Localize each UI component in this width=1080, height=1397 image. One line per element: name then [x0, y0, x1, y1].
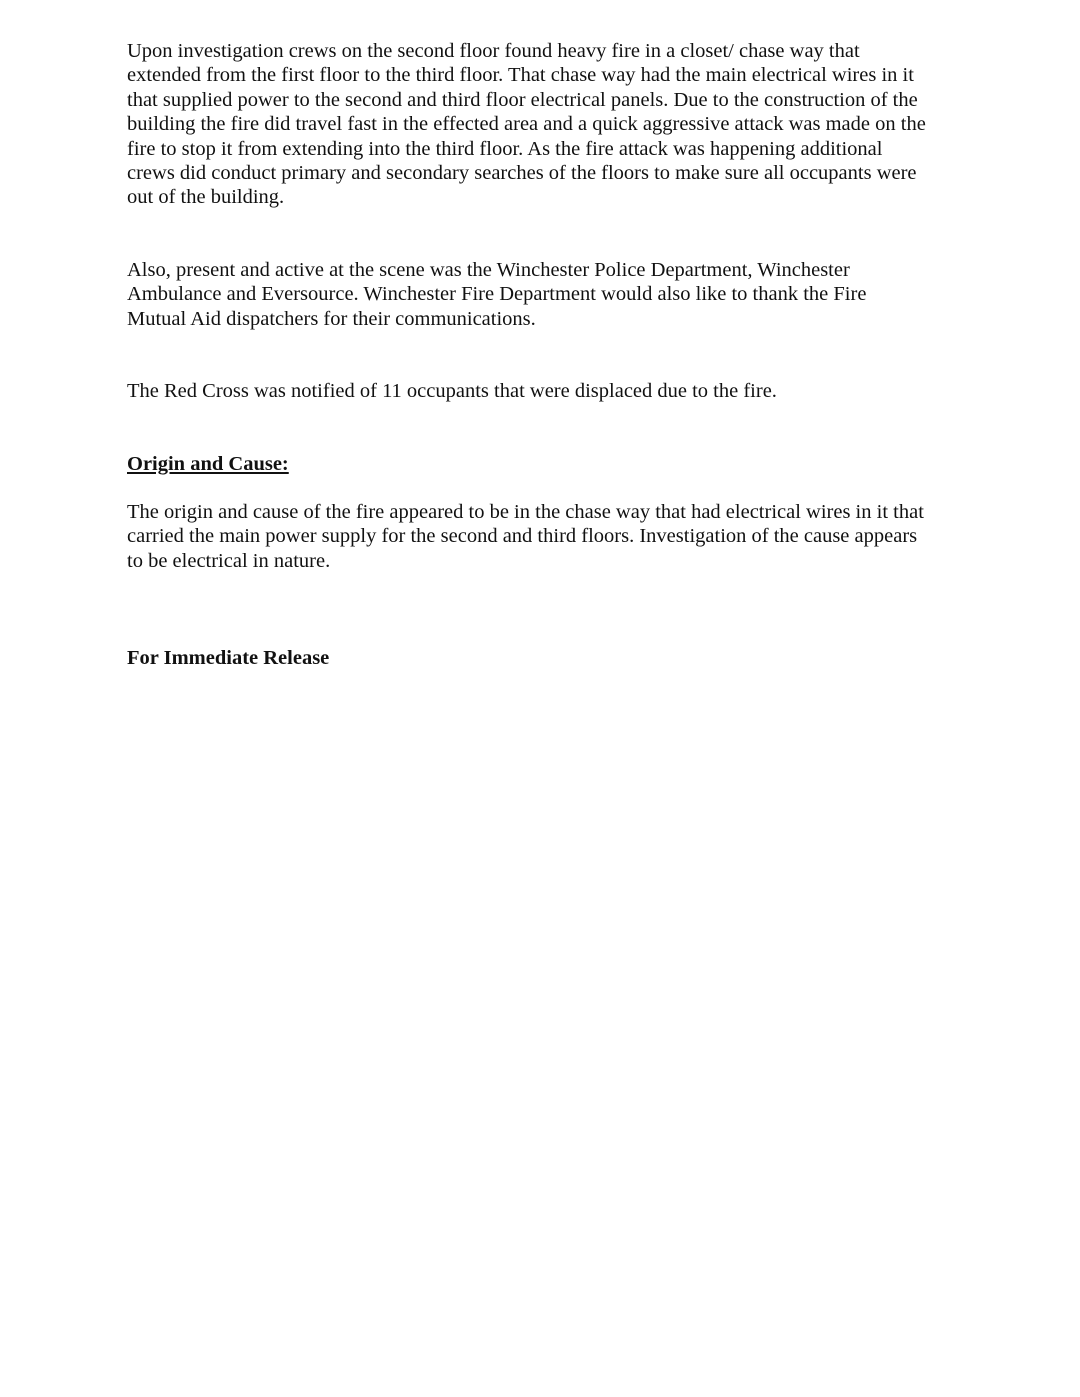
- text-line: fire to stop it from extending into the third floor. As the fire attack was happening additional: [127, 137, 883, 160]
- text-line: The Red Cross was notified of 11 occupants that were displaced due to the fire.: [127, 380, 777, 402]
- text-line: crews did conduct primary and secondary searches of the floors to make sure all occupants were: [127, 162, 917, 185]
- paragraph-origin-cause: [127, 500, 972, 573]
- text-line: out of the building.: [127, 186, 285, 209]
- text-line: Ambulance and Eversource. Winchester Fire Department would also like to thank the Fire: [127, 283, 867, 306]
- text-line: The origin and cause of the fire appeared to be in the chase way that had electrical wires in it that: [127, 501, 924, 523]
- release-note: For Immediate Release: [127, 647, 330, 669]
- text-line: building the fire did travel fast in the effected area and a quick aggressive attack was made on the: [127, 113, 926, 136]
- paragraph-agencies: [127, 258, 972, 331]
- text-line: Also, present and active at the scene was the Winchester Police Department, Winchester: [127, 259, 850, 281]
- text-line: that supplied power to the second and third floor electrical panels. Due to the construction of the: [127, 88, 918, 111]
- text-line: to be electrical in nature.: [127, 549, 331, 572]
- text-line: Upon investigation crews on the second floor found heavy fire in a closet/ chase way that: [127, 40, 860, 62]
- paragraph-red-cross: [127, 379, 972, 403]
- text-line: extended from the first floor to the third floor. That chase way had the main electrical wires in it: [127, 64, 914, 87]
- text-line: carried the main power supply for the second and third floors. Investigation of the cause appears: [127, 525, 918, 548]
- paragraph-investigation: [127, 39, 972, 210]
- text-line: Mutual Aid dispatchers for their communications.: [127, 307, 536, 330]
- section-heading-origin-cause: Origin and Cause:: [127, 453, 289, 475]
